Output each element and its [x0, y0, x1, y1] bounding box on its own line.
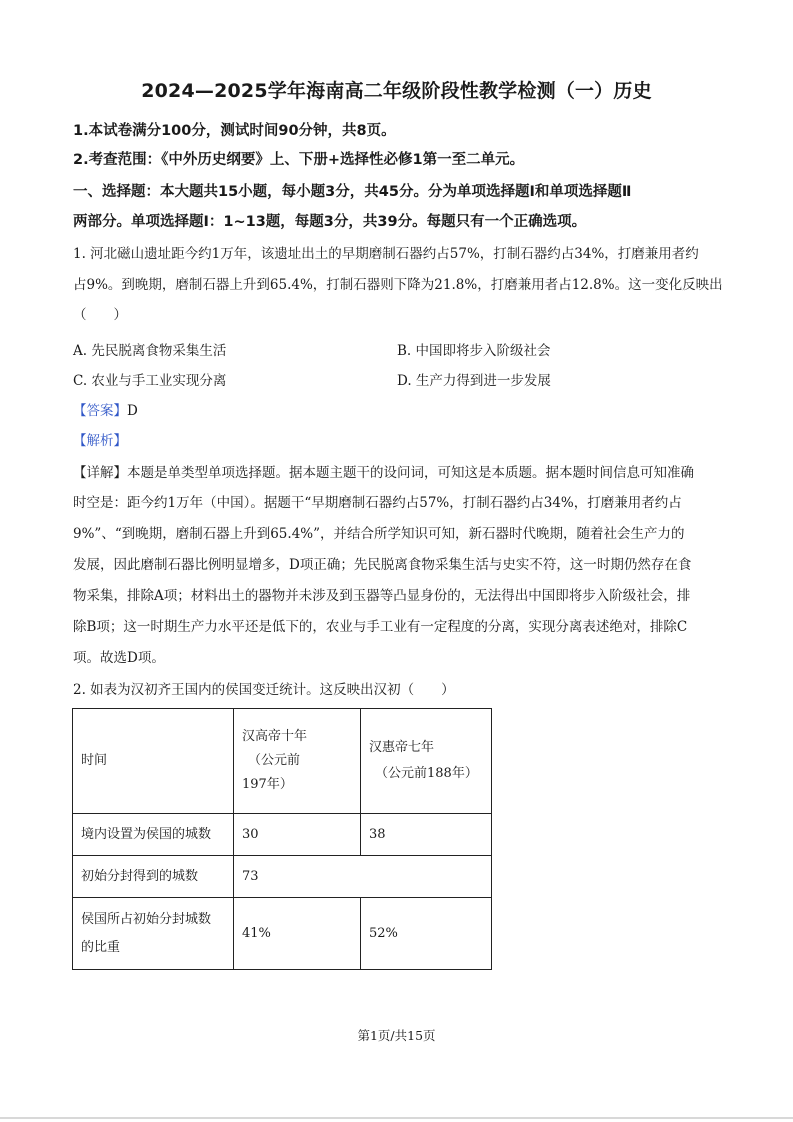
col2-line-1: 汉惠帝七年: [369, 740, 435, 755]
table-row: [73, 709, 492, 814]
col2-line-2: （公元前188年）: [375, 766, 478, 781]
page-footer: 第1页/共15页: [357, 1028, 436, 1043]
note-line-1: 1.本试卷满分100分，测试时间90分钟，共8页。: [73, 123, 396, 139]
col1-line-1: 汉高帝十年: [242, 729, 308, 744]
q1-option-d: D. 生产力得到进一步发展: [397, 373, 551, 389]
q1-option-a: A. 先民脱离食物采集生活: [73, 343, 227, 359]
answer-label: 【答案】: [73, 403, 127, 419]
q1-detail-line-5: 物采集，排除A项；材料出土的器物并未涉及到玉器等凸显身份的，无法得出中国即将步入阶级社会，排: [73, 588, 691, 604]
table-header-col1: [234, 709, 361, 814]
q1-option-c: C. 农业与手工业实现分离: [73, 373, 227, 389]
table-cell-value: 30: [234, 814, 361, 856]
note-line-2: 2.考查范围：《中外历史纲要》上、下册+选择性必修1第一至二单元。: [73, 152, 525, 168]
page-title: 2024—2025学年海南高二年级阶段性教学检测（一）历史: [141, 80, 652, 102]
q1-stem-line-1: 1. 河北磁山遗址距今约1万年，该遗址出土的早期磨制石器约占57%，打制石器约占34%，打磨兼用者约: [73, 246, 699, 262]
table-cell-value: 38: [361, 814, 492, 856]
q1-option-b: B. 中国即将步入阶级社会: [397, 343, 551, 359]
fiefdom-table: [72, 708, 492, 970]
table-row: [73, 856, 492, 898]
answer-value: D: [127, 403, 138, 419]
row3-label-line-1: 侯国所占初始分封城数: [81, 911, 212, 927]
table-cell-value: 52%: [361, 898, 492, 970]
table-header-time: 时间: [73, 709, 234, 814]
detail-label: 【详解】: [73, 465, 127, 481]
bottom-divider: [0, 1117, 793, 1119]
analysis-label: 【解析】: [73, 433, 127, 449]
table-header-col2: [361, 709, 492, 814]
col1-line-3: 197年）: [242, 777, 293, 792]
section-heading-line-2: 两部分。单项选择题Ⅰ：1~13题，每题3分，共39分。每题只有一个正确选项。: [73, 214, 587, 230]
q1-detail-line-6: 除B项；这一时期生产力水平还是低下的，农业与手工业有一定程度的分离，实现分离表述绝对，排除C: [73, 619, 688, 635]
q1-detail-line-2: 时空是：距今约1万年（中国）。据题干“早期磨制石器约占57%，打制石器约占34%，打磨兼用者约占: [73, 495, 682, 511]
q1-detail-line-1: [73, 463, 723, 483]
detail-text-1: 本题是单类型单项选择题。据本题主题干的设问词，可知这是本质题。据本题时间信息可知准确: [127, 465, 694, 481]
table-cell-label: 境内设置为侯国的城数: [73, 814, 234, 856]
q2-stem: 2. 如表为汉初齐王国内的侯国变迁统计。这反映出汉初（ ）: [73, 682, 455, 698]
row3-label-line-2: 的比重: [81, 939, 121, 955]
q1-detail-line-3: 9%”、“到晚期，磨制石器上升到65.4%”，并结合所学知识可知，新石器时代晚期，随着社会生产力的: [73, 526, 685, 542]
section-heading-line-1: 一、选择题：本大题共15小题，每小题3分，共45分。分为单项选择题Ⅰ和单项选择题Ⅱ: [73, 184, 632, 200]
table-row: [73, 814, 492, 856]
table-row: [73, 898, 492, 970]
table-cell-label: [73, 898, 234, 970]
table-cell-value: 41%: [234, 898, 361, 970]
col1-line-2: （公元前: [248, 753, 301, 768]
table-cell-value: 73: [234, 856, 492, 898]
q1-stem-line-3: （ ）: [73, 307, 127, 323]
q1-detail-line-4: 发展，因此磨制石器比例明显增多，D项正确；先民脱离食物采集生活与史实不符，这一时期仍然存在食: [73, 557, 692, 573]
table-cell-label: 初始分封得到的城数: [73, 856, 234, 898]
q1-answer: [73, 401, 723, 421]
q1-detail-line-7: 项。故选D项。: [73, 650, 165, 666]
q1-stem-line-2: 占9%。到晚期，磨制石器上升到65.4%，打制石器则下降为21.8%，打磨兼用者占12.8%。这一变化反映出: [73, 277, 723, 293]
